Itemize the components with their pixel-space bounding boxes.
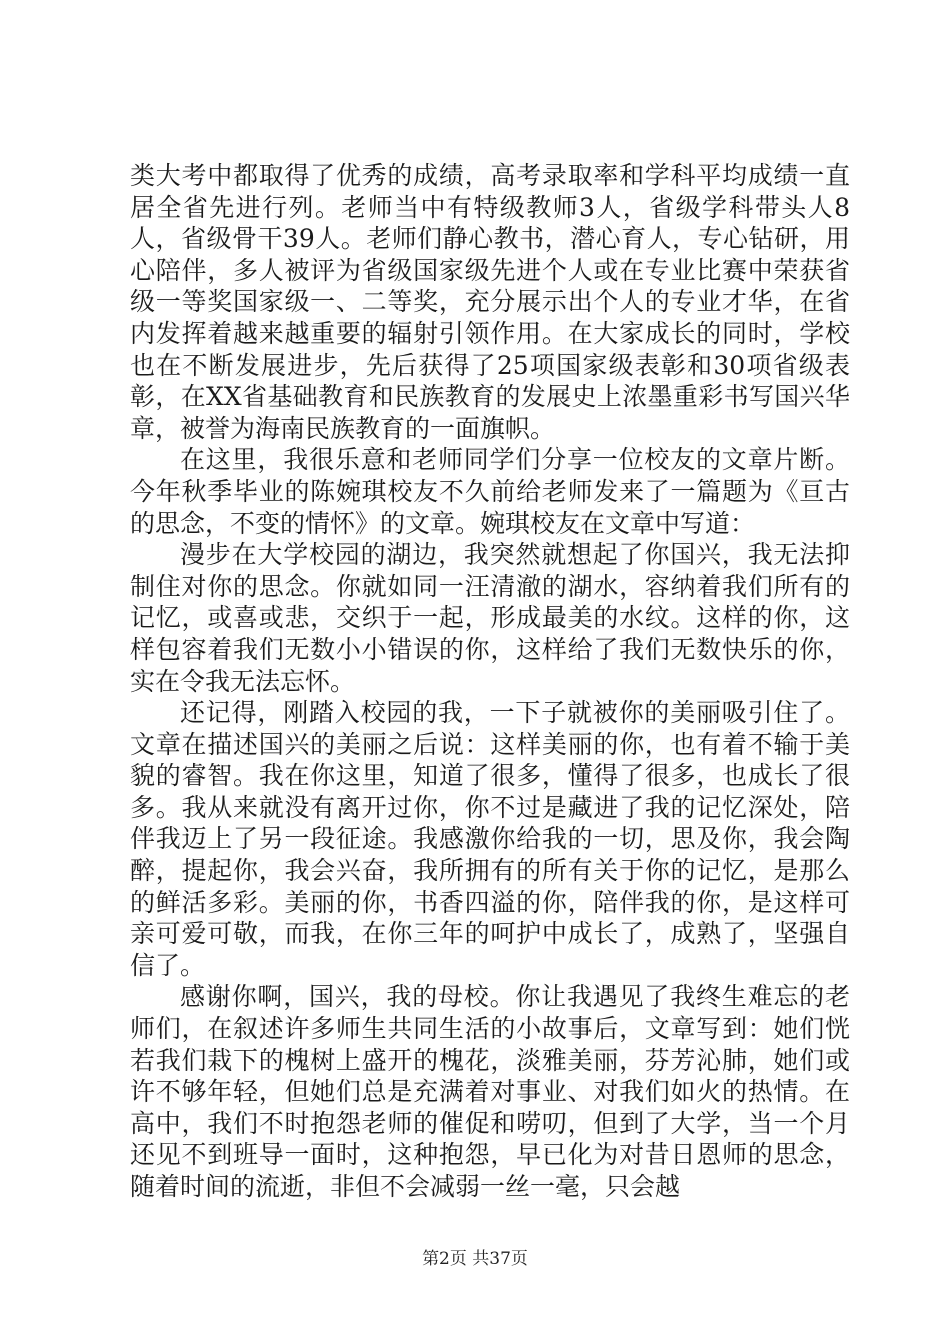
paragraph-2: 在这里，我很乐意和老师同学们分享一位校友的文章片断。今年秋季毕业的陈婉琪校友不久前给老师发来了一篇题为《亘古的思念，不变的情怀》的文章。婉琪校友在文章中写道：	[130, 445, 850, 538]
page-footer: 第2页 共37页	[422, 1249, 528, 1269]
paragraph-5: 感谢你啊，国兴，我的母校。你让我遇见了我终生难忘的老师们，在叙述许多师生共同生活的小故事后，文章写到：她们恍若我们栽下的槐树上盛开的槐花，淡雅美丽，芬芳沁肺，她们或许不够年轻，但她们总是充满着对事业、对我们如火的热情。在高中，我们不时抱怨老师的催促和唠叨，但到了大学，当一个月还见不到班导一面时，这种抱怨，早已化为对昔日恩师的思念，随着时间的流逝，非但不会减弱一丝一毫，只会越	[130, 982, 850, 1201]
document-body	[130, 160, 850, 1203]
paragraph-3: 漫步在大学校园的湖边，我突然就想起了你国兴，我无法抑制住对你的思念。你就如同一汪清澈的湖水，容纳着我们所有的记忆，或喜或悲，交织于一起，形成最美的水纹。这样的你，这样包容着我们无数小小错误的你，这样给了我们无数快乐的你，实在令我无法忘怀。	[130, 540, 850, 696]
paragraph-4: 还记得，刚踏入校园的我，一下子就被你的美丽吸引住了。文章在描述国兴的美丽之后说：这样美丽的你，也有着不输于美貌的睿智。我在你这里，知道了很多，懂得了很多，也成长了很多。我从来就没有离开过你，你不过是藏进了我的记忆深处，陪伴我迈上了另一段征途。我感激你给我的一切，思及你，我会陶醉，提起你，我会兴奋，我所拥有的所有关于你的记忆，是那么的鲜活多彩。美丽的你，书香四溢的你，陪伴我的你，是这样可亲可爱可敬，而我，在你三年的呵护中成长了，成熟了，坚强自信了。	[130, 698, 850, 980]
paragraph-1: 类大考中都取得了优秀的成绩，高考录取率和学科平均成绩一直居全省先进行列。老师当中有特级教师3人，省级学科带头人8人，省级骨干39人。老师们静心教书，潜心育人，专心钻研，用心陪伴，多人被评为省级国家级先进个人或在专业比赛中荣获省级一等奖国家级一、二等奖，充分展示出个人的专业才华，在省内发挥着越来越重要的辐射引领作用。在大家成长的同时，学校也在不断发展进步，先后获得了25项国家级表彰和30项省级表彰，在XX省基础教育和民族教育的发展史上浓墨重彩书写国兴华章，被誉为海南民族教育的一面旗帜。	[130, 161, 850, 443]
